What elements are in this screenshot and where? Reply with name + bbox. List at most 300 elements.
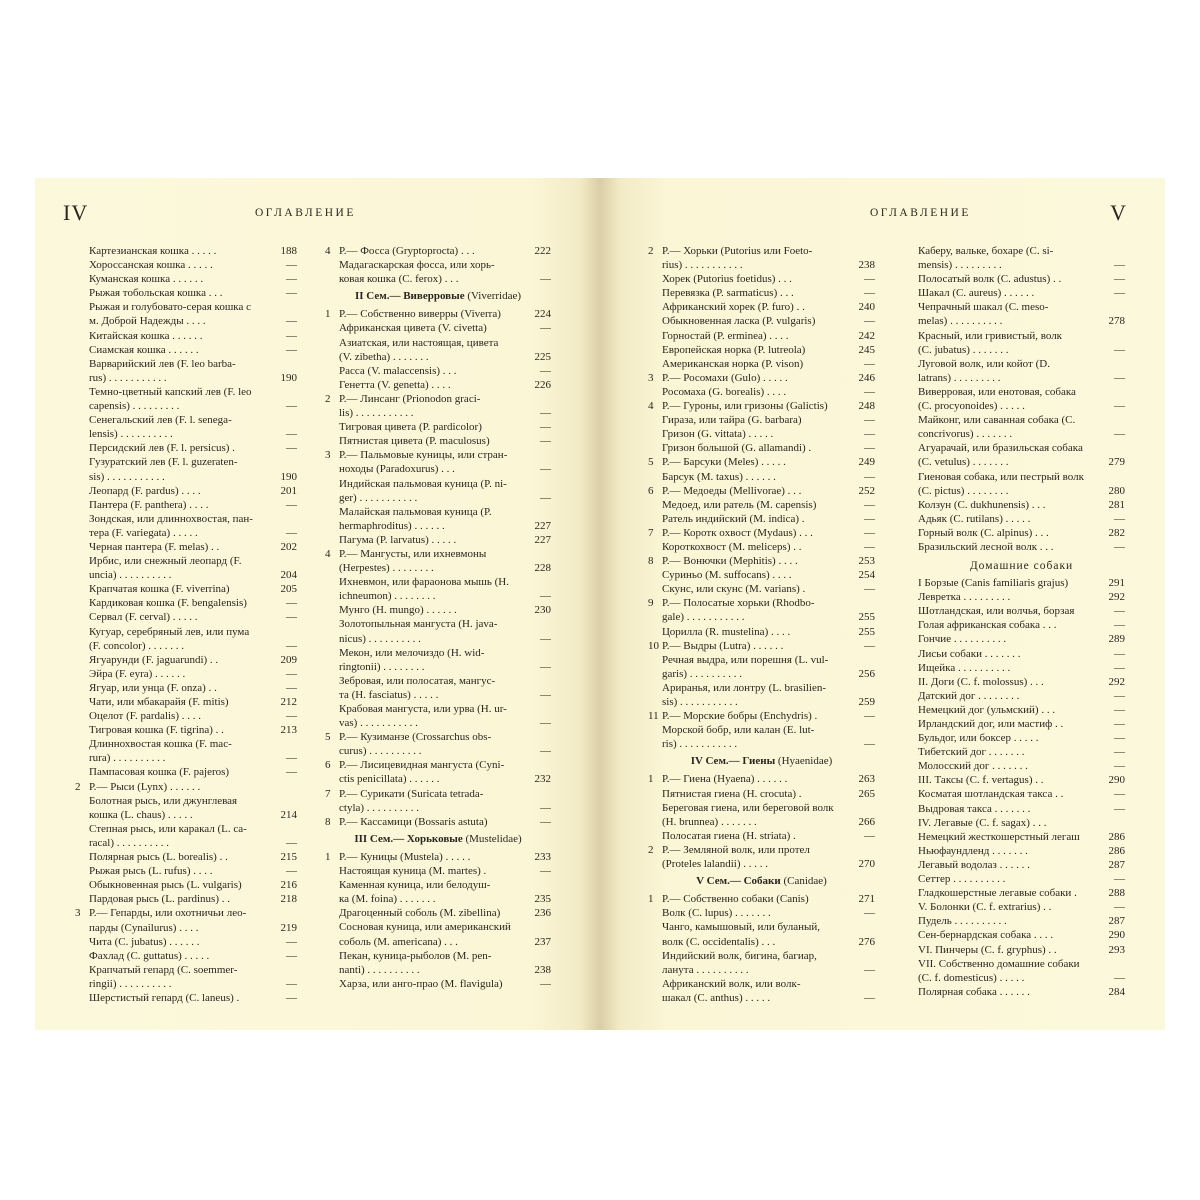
entry-page: — bbox=[864, 414, 875, 427]
entry-page: 253 bbox=[858, 555, 875, 568]
entry-title: Ньюфаундленд . . . . . . . bbox=[918, 844, 1028, 857]
entry-page: 256 bbox=[858, 667, 875, 680]
toc-entry bbox=[325, 589, 551, 603]
entry-page: 278 bbox=[1108, 315, 1125, 328]
toc-entry bbox=[648, 892, 875, 906]
entry-title: Р.— Кассамици (Bossaris astuta) bbox=[339, 815, 488, 828]
toc-entry bbox=[918, 759, 1125, 773]
toc-entry bbox=[75, 780, 297, 794]
entry-title: Оцелот (F. pardalis) . . . . bbox=[89, 710, 201, 723]
book-gutter bbox=[580, 178, 620, 1030]
toc-entry bbox=[325, 772, 551, 786]
entry-page: — bbox=[1114, 540, 1125, 553]
toc-entry bbox=[918, 413, 1125, 427]
entry-title: Горностай (P. erminea) . . . . bbox=[662, 329, 789, 342]
entry-page: 205 bbox=[280, 583, 297, 596]
toc-entry bbox=[648, 906, 875, 920]
entry-title: hermaphroditus) . . . . . . bbox=[339, 519, 445, 532]
toc-entry bbox=[918, 385, 1125, 399]
entry-title: Расса (V. malaccensis) . . . bbox=[339, 364, 457, 377]
entry-title: Сиамская кошка . . . . . . bbox=[89, 343, 199, 356]
toc-entry bbox=[648, 272, 875, 286]
entry-page: — bbox=[864, 428, 875, 441]
entry-title: Легавый водолаз . . . . . . bbox=[918, 858, 1030, 871]
entry-page: 218 bbox=[280, 893, 297, 906]
entry-title: lis) . . . . . . . . . . . bbox=[339, 407, 414, 420]
toc-entry bbox=[75, 878, 297, 892]
toc-entry bbox=[75, 765, 297, 779]
running-head: ОГЛАВЛЕНИЕ bbox=[870, 207, 971, 219]
entry-page: — bbox=[864, 710, 875, 723]
toc-entry bbox=[918, 512, 1125, 526]
entry-title: Чепрачный шакал (C. meso- bbox=[918, 301, 1049, 314]
entry-page: 216 bbox=[280, 879, 297, 892]
entry-title: Сосновая куница, или американский bbox=[339, 921, 511, 934]
entry-title: Шакал (C. aureus) . . . . . . bbox=[918, 287, 1035, 300]
entry-title: gale) . . . . . . . . . . . bbox=[662, 611, 745, 624]
entry-title: Береговая гиена, или береговой волк bbox=[662, 801, 834, 814]
entry-title: Полосатая гиена (H. striata) . bbox=[662, 829, 796, 842]
toc-entry bbox=[325, 547, 551, 561]
entry-title: Перевязка (P. sarmaticus) . . . bbox=[662, 287, 794, 300]
entry-page: — bbox=[864, 639, 875, 652]
toc-entry bbox=[918, 576, 1125, 590]
toc-entry bbox=[75, 470, 297, 484]
toc-entry bbox=[648, 596, 875, 610]
entry-title: Р.— Барсуки (Meles) . . . . . bbox=[662, 456, 786, 469]
toc-entry bbox=[75, 667, 297, 681]
entry-title: Эйра (F. eyra) . . . . . . bbox=[89, 667, 186, 680]
toc-entry bbox=[75, 921, 297, 935]
entry-page: 282 bbox=[1108, 526, 1125, 539]
entry-page: 270 bbox=[858, 858, 875, 871]
entry-title: Немецкий жесткошерстный легаш bbox=[918, 830, 1080, 843]
toc-entry bbox=[75, 977, 297, 991]
entry-page: 281 bbox=[1108, 498, 1125, 511]
entry-page: — bbox=[540, 590, 551, 603]
entry-title: nanti) . . . . . . . . . . bbox=[339, 963, 420, 976]
toc-entry bbox=[325, 336, 551, 350]
entry-title: Ратель индийский (M. indica) . bbox=[662, 512, 805, 525]
toc-entry bbox=[75, 357, 297, 371]
entry-title: Пампасовая кошка (F. pajeros) bbox=[89, 766, 230, 779]
toc-entry bbox=[918, 618, 1125, 632]
toc-entry bbox=[325, 935, 551, 949]
toc-entry bbox=[648, 737, 875, 751]
entry-title: II. Доги (C. f. molossus) . . . bbox=[918, 675, 1044, 688]
toc-entry bbox=[75, 822, 297, 836]
toc-entry bbox=[75, 568, 297, 582]
toc-entry bbox=[325, 815, 551, 829]
entry-number: 1 bbox=[325, 308, 331, 321]
toc-entry bbox=[918, 886, 1125, 900]
entry-title: Гризон большой (G. allamandi) . bbox=[662, 442, 812, 455]
toc-entry bbox=[918, 731, 1125, 745]
entry-page: — bbox=[1114, 746, 1125, 759]
entry-title: Ихневмон, или фараонова мышь (H. bbox=[339, 576, 509, 589]
toc-entry bbox=[75, 540, 297, 554]
toc-entry bbox=[325, 575, 551, 589]
entry-page: — bbox=[864, 470, 875, 483]
entry-page: 287 bbox=[1108, 915, 1125, 928]
toc-entry bbox=[325, 688, 551, 702]
toc-entry bbox=[75, 399, 297, 413]
entry-title: Волк (C. lupus) . . . . . . . bbox=[662, 907, 771, 920]
entry-page: — bbox=[540, 407, 551, 420]
entry-page: 201 bbox=[280, 484, 297, 497]
toc-entry bbox=[75, 751, 297, 765]
entry-page: — bbox=[1114, 689, 1125, 702]
toc-column-1 bbox=[648, 244, 875, 1005]
entry-title: Гладкошерстные легавые собаки . bbox=[918, 887, 1077, 900]
entry-page: 214 bbox=[280, 808, 297, 821]
toc-entry bbox=[648, 963, 875, 977]
entry-page: 292 bbox=[1108, 675, 1125, 688]
entry-page: 238 bbox=[534, 963, 551, 976]
toc-entry bbox=[325, 744, 551, 758]
toc-entry bbox=[648, 610, 875, 624]
toc-entry bbox=[918, 957, 1125, 971]
entry-page: 190 bbox=[280, 470, 297, 483]
entry-title: Шотландская, или волчья, борзая bbox=[918, 605, 1075, 618]
toc-entry bbox=[325, 878, 551, 892]
entry-title: Хороссанская кошка . . . . . bbox=[89, 259, 213, 272]
section-heading-latin: (Viverridae) bbox=[464, 290, 522, 303]
entry-title: Ищейка . . . . . . . . . . bbox=[918, 661, 1011, 674]
entry-title: V. Болонки (C. f. extrarius) . . bbox=[918, 901, 1052, 914]
entry-page: — bbox=[1114, 400, 1125, 413]
toc-entry bbox=[918, 717, 1125, 731]
entry-title: ctyla) . . . . . . . . . . bbox=[339, 801, 420, 814]
section-heading bbox=[325, 289, 551, 303]
entry-page: — bbox=[286, 498, 297, 511]
entry-page: 276 bbox=[858, 935, 875, 948]
toc-entry bbox=[918, 357, 1125, 371]
entry-title: Полярная собака . . . . . . bbox=[918, 985, 1030, 998]
entry-title: racal) . . . . . . . . . . bbox=[89, 836, 170, 849]
toc-entry bbox=[75, 949, 297, 963]
toc-entry bbox=[918, 971, 1125, 985]
toc-entry bbox=[75, 244, 297, 258]
toc-entry bbox=[918, 590, 1125, 604]
entry-title: Мадагаскарская фосса, или хорь- bbox=[339, 259, 495, 272]
entry-page: 213 bbox=[280, 724, 297, 737]
entry-title: (C. procyonoides) . . . . . bbox=[918, 400, 1025, 413]
entry-number: 11 bbox=[648, 710, 659, 723]
toc-entry bbox=[918, 526, 1125, 540]
entry-page: — bbox=[864, 738, 875, 751]
entry-number: 4 bbox=[325, 245, 331, 257]
toc-entry bbox=[325, 350, 551, 364]
entry-page: — bbox=[1114, 647, 1125, 660]
entry-title: Пантера (F. panthera) . . . . bbox=[89, 498, 209, 511]
entry-title: Бразильский лесной волк . . . bbox=[918, 540, 1054, 553]
entry-title: Хорек (Putorius foetidus) . . . bbox=[662, 273, 792, 286]
entry-title: парды (Cynailurus) . . . . bbox=[89, 921, 199, 934]
entry-title: Фахлад (C. guttatus) . . . . . bbox=[89, 949, 210, 962]
toc-entry bbox=[75, 582, 297, 596]
entry-page: — bbox=[540, 491, 551, 504]
toc-entry bbox=[75, 892, 297, 906]
entry-title: Гризон (G. vittata) . . . . . bbox=[662, 428, 774, 441]
entry-title: Р.— Фосса (Gryptoprocta) . . . bbox=[339, 245, 475, 257]
toc-entry bbox=[918, 470, 1125, 484]
entry-number: 2 bbox=[648, 245, 654, 257]
left-page bbox=[35, 178, 600, 1030]
toc-entry bbox=[648, 829, 875, 843]
toc-entry bbox=[648, 427, 875, 441]
toc-entry bbox=[75, 625, 297, 639]
toc-entry bbox=[918, 647, 1125, 661]
entry-title: Шерстистый гепард (C. laneus) . bbox=[89, 991, 240, 1004]
toc-entry bbox=[648, 991, 875, 1005]
entry-page: — bbox=[1114, 873, 1125, 886]
entry-page: 286 bbox=[1108, 844, 1125, 857]
toc-entry bbox=[325, 364, 551, 378]
toc-entry bbox=[325, 702, 551, 716]
entry-page: 209 bbox=[280, 653, 297, 666]
entry-title: (H. brunnea) . . . . . . . bbox=[662, 815, 757, 828]
entry-number: 7 bbox=[648, 526, 654, 539]
toc-entry bbox=[75, 723, 297, 737]
entry-page: 254 bbox=[858, 569, 875, 582]
entry-page: 255 bbox=[858, 611, 875, 624]
entry-page: — bbox=[286, 343, 297, 356]
toc-entry bbox=[648, 512, 875, 526]
toc-entry bbox=[648, 343, 875, 357]
entry-page: — bbox=[1114, 343, 1125, 356]
entry-page: 249 bbox=[858, 456, 875, 469]
toc-entry bbox=[325, 603, 551, 617]
entry-title: VII. Собственно домашние собаки bbox=[918, 957, 1080, 970]
toc-entry bbox=[75, 808, 297, 822]
toc-entry bbox=[648, 857, 875, 871]
entry-page: — bbox=[864, 963, 875, 976]
entry-title: Длиннохвостая кошка (F. mac- bbox=[89, 738, 232, 751]
toc-entry bbox=[918, 314, 1125, 328]
section-heading-latin: (Canidae) bbox=[780, 875, 827, 888]
toc-entry bbox=[325, 787, 551, 801]
toc-entry bbox=[918, 427, 1125, 441]
toc-entry bbox=[648, 441, 875, 455]
entry-page: — bbox=[1114, 273, 1125, 286]
entry-title: Гончие . . . . . . . . . . bbox=[918, 633, 1007, 646]
entry-title: Пагума (P. larvatus) . . . . . bbox=[339, 533, 457, 546]
entry-page: — bbox=[1114, 760, 1125, 773]
entry-title: ланута . . . . . . . . . . bbox=[662, 963, 749, 976]
entry-title: Персидский лев (F. l. persicus) . bbox=[89, 442, 235, 455]
toc-entry bbox=[75, 554, 297, 568]
entry-page: 204 bbox=[280, 569, 297, 582]
entry-page: — bbox=[1114, 661, 1125, 674]
entry-page: 232 bbox=[534, 773, 551, 786]
toc-entry bbox=[75, 300, 297, 314]
entry-number: 9 bbox=[648, 597, 654, 610]
entry-page: 230 bbox=[534, 604, 551, 617]
entry-page: 255 bbox=[858, 625, 875, 638]
toc-entry bbox=[918, 455, 1125, 469]
toc-entry bbox=[918, 484, 1125, 498]
entry-title: Скунс, или скунс (M. varians) . bbox=[662, 583, 806, 596]
toc-entry bbox=[918, 661, 1125, 675]
entry-title: Р.— Коротк oхвост (Mydaus) . . . bbox=[662, 526, 813, 539]
entry-page: 271 bbox=[858, 893, 875, 906]
section-heading-latin: (Mustelidae) bbox=[462, 832, 522, 845]
toc-entry bbox=[648, 723, 875, 737]
entry-page: — bbox=[864, 540, 875, 553]
toc-entry bbox=[325, 321, 551, 335]
toc-entry bbox=[648, 787, 875, 801]
entry-title: Индийская пальмовая куница (P. ni- bbox=[339, 477, 507, 490]
entry-title: Харза, или анго-прао (M. flavigula) bbox=[339, 977, 503, 990]
entry-title: Полярная рысь (L. borealis) . . bbox=[89, 851, 228, 864]
toc-entry bbox=[75, 695, 297, 709]
toc-entry bbox=[75, 427, 297, 441]
entry-number: 1 bbox=[648, 893, 654, 906]
entry-title: тера (F. variegata) . . . . . bbox=[89, 526, 198, 539]
entry-title: Р.— Гуроны, или гризоны (Galictis) bbox=[662, 400, 828, 413]
entry-title: Пятнистая гиена (H. crocuta) . bbox=[662, 787, 802, 800]
toc-entry bbox=[918, 604, 1125, 618]
toc-entry bbox=[648, 498, 875, 512]
toc-entry bbox=[75, 836, 297, 850]
entry-page: 238 bbox=[858, 259, 875, 272]
subsection-heading: Домашние собаки bbox=[969, 560, 1074, 573]
toc-entry bbox=[648, 935, 875, 949]
entry-title: Полосатый волк (C. adustus) . . bbox=[918, 273, 1062, 286]
entry-page: 288 bbox=[1108, 887, 1125, 900]
entry-title: Рыжая рысь (L. rufus) . . . . bbox=[89, 865, 213, 878]
toc-entry bbox=[325, 920, 551, 934]
entry-title: Р.— Медоеды (Mellivorae) . . . bbox=[662, 484, 802, 497]
entry-page: — bbox=[286, 949, 297, 962]
toc-entry bbox=[648, 709, 875, 723]
entry-title: волк (C. occidentalis) . . . bbox=[662, 935, 776, 948]
entry-number: 7 bbox=[325, 787, 331, 800]
entry-page: 190 bbox=[280, 371, 297, 384]
toc-entry bbox=[918, 632, 1125, 646]
entry-title: Луговой волк, или койот (D. bbox=[918, 357, 1050, 370]
entry-page: — bbox=[286, 836, 297, 849]
section-heading-latin: (Hyaenidae) bbox=[775, 755, 833, 768]
entry-title: melas) . . . . . . . . . . bbox=[918, 315, 1003, 328]
entry-title: Колзун (C. dukhunensis) . . . bbox=[918, 498, 1046, 511]
entry-title: ringtonii) . . . . . . . . bbox=[339, 660, 425, 673]
section-heading-bold: III Сем.— Хорьковые bbox=[354, 832, 463, 845]
entry-title: Кардиковая кошка (F. bengalensis) bbox=[89, 597, 247, 610]
toc-entry bbox=[325, 660, 551, 674]
entry-page: — bbox=[540, 273, 551, 286]
entry-title: Морской бобр, или калан (E. lut- bbox=[662, 724, 815, 737]
entry-title: curus) . . . . . . . . . . bbox=[339, 745, 422, 758]
entry-title: (C. f. domesticus) . . . . . bbox=[918, 971, 1025, 984]
entry-number: 1 bbox=[648, 773, 654, 786]
toc-entry bbox=[325, 448, 551, 462]
entry-title: Крапчатая кошка (F. viverrina) bbox=[89, 583, 230, 596]
entry-page: — bbox=[1114, 619, 1125, 632]
entry-title: ковая кошка (C. ferox) . . . bbox=[339, 273, 459, 286]
toc-entry bbox=[648, 554, 875, 568]
entry-page: — bbox=[540, 463, 551, 476]
entry-page: — bbox=[286, 766, 297, 779]
entry-title: Р.— Пальмовые куницы, или стран- bbox=[339, 449, 508, 462]
entry-page: 228 bbox=[534, 562, 551, 575]
toc-entry bbox=[918, 441, 1125, 455]
entry-page: — bbox=[286, 442, 297, 455]
entry-page: 219 bbox=[280, 921, 297, 934]
entry-title: Тибетский дог . . . . . . . bbox=[918, 746, 1025, 759]
entry-title: sis) . . . . . . . . . . . bbox=[89, 470, 165, 483]
entry-title: ноходы (Paradoxurus) . . . bbox=[339, 463, 455, 476]
entry-page: — bbox=[286, 611, 297, 624]
toc-entry bbox=[75, 963, 297, 977]
entry-page: — bbox=[864, 526, 875, 539]
page-number: IV bbox=[63, 200, 89, 225]
entry-title: Косматая шотландская такса . . bbox=[918, 788, 1064, 801]
toc-entry bbox=[648, 568, 875, 582]
entry-number: 10 bbox=[648, 639, 659, 652]
entry-page: — bbox=[286, 287, 297, 300]
entry-title: Короткохвост (M. meliceps) . . bbox=[662, 540, 802, 553]
entry-number: 4 bbox=[648, 400, 654, 413]
entry-page: 226 bbox=[534, 378, 551, 391]
toc-entry bbox=[75, 329, 297, 343]
entry-title: Левретка . . . . . . . . . bbox=[918, 591, 1011, 604]
entry-page: — bbox=[864, 991, 875, 1004]
entry-title: Пардовая рысь (L. pardinus) . . bbox=[89, 893, 230, 906]
entry-title: Медоед, или ратель (M. capensis) bbox=[662, 498, 817, 511]
entry-title: Золотопыльная мангуста (H. java- bbox=[339, 618, 498, 631]
entry-title: Р.— Лисицевидная мангуста (Cyni- bbox=[339, 759, 505, 772]
entry-title: Настоящая куница (M. martes) . bbox=[339, 865, 487, 878]
toc-entry bbox=[648, 455, 875, 469]
entry-title: Р.— Мангусты, или ихневмоны bbox=[339, 547, 487, 560]
entry-title: Мекон, или мелочиздо (H. wid- bbox=[339, 646, 485, 659]
entry-page: — bbox=[286, 681, 297, 694]
entry-title: Китайская кошка . . . . . . bbox=[89, 329, 203, 342]
toc-entry bbox=[325, 716, 551, 730]
entry-title: Зебровая, или полосатая, мангус- bbox=[339, 674, 496, 687]
toc-entry bbox=[325, 646, 551, 660]
toc-entry bbox=[648, 949, 875, 963]
toc-entry bbox=[325, 477, 551, 491]
toc-entry bbox=[325, 730, 551, 744]
entry-page: 242 bbox=[858, 329, 875, 342]
toc-entry bbox=[648, 371, 875, 385]
entry-page: 287 bbox=[1108, 858, 1125, 871]
entry-title: Пятнистая цивета (P. maculosus) bbox=[339, 435, 490, 448]
right-page bbox=[600, 178, 1165, 1030]
toc-entry bbox=[325, 434, 551, 448]
toc-entry bbox=[75, 653, 297, 667]
entry-number: 8 bbox=[325, 815, 331, 828]
toc-entry bbox=[325, 392, 551, 406]
toc-entry bbox=[648, 815, 875, 829]
toc-entry bbox=[648, 977, 875, 991]
toc-entry bbox=[75, 794, 297, 808]
entry-title: Голая африканская собака . . . bbox=[918, 619, 1057, 632]
toc-entry bbox=[325, 963, 551, 977]
entry-title: Американская норка (P. vison) bbox=[662, 357, 804, 370]
entry-title: Агуарачай, или бразильская собака bbox=[918, 442, 1083, 455]
toc-entry bbox=[325, 801, 551, 815]
entry-page: — bbox=[540, 660, 551, 673]
entry-page: 280 bbox=[1108, 484, 1125, 497]
entry-page: — bbox=[1114, 718, 1125, 730]
section-heading-bold: II Сем.— Виверровые bbox=[354, 290, 465, 303]
entry-title: Тигровая цивета (P. pardicolor) bbox=[339, 421, 482, 434]
entry-title: nicus) . . . . . . . . . . bbox=[339, 632, 421, 645]
